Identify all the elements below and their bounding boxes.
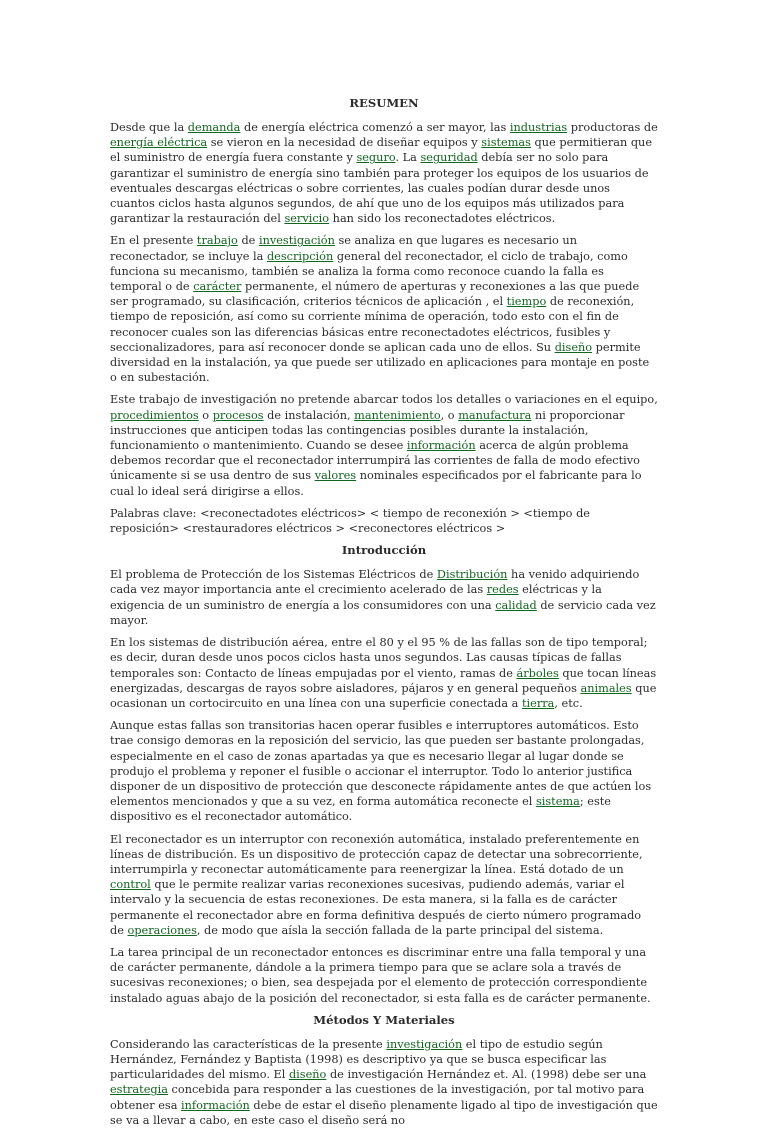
section-heading: Métodos Y Materiales xyxy=(313,1012,455,1027)
inline-link[interactable]: procedimientos xyxy=(110,408,199,422)
text-run: de reconexión, tiempo de reposición, así como su corriente mínima de operación, todo esto con el fin de reconocer cuales son las diferencias básicas entre reconectadotes eléctricos, fusibles y seccionalizadores, para así reconocer donde se aplican cada uno de ellos. Su xyxy=(110,295,635,354)
inline-link[interactable]: tierra xyxy=(521,696,555,710)
inline-link[interactable]: industrias xyxy=(509,121,568,134)
text-run: Considerando las características de la presente xyxy=(110,1037,387,1051)
inline-link[interactable]: investigación xyxy=(258,234,335,248)
text-run: de instalación, xyxy=(263,408,355,422)
inline-link[interactable]: información xyxy=(181,1098,250,1112)
text-run: que le permite realizar varias reconexiones sucesivas, pudiendo además, variar el intervalo y la secuencia de estas reconexiones. De esta manera, si la falla es de carácter permanente el reconectador abre en forma definitiva después de cierto número programado de xyxy=(110,878,642,937)
text-run: Aunque estas fallas son transitorias hacen operar fusibles e interruptores automáticos. Esto trae consigo demoras en la reposición del servicio, las que pueden ser bastante prolongadas, especialmente en el caso de zonas apartadas ya que es necesario llegar al lugar donde se produjo el problema y reponer el fusible o accionar el interruptor. Todo lo anterior justifica disponer de un dispositivo de protección que desconecte rápidamente antes de que actúen los elementos mencionados y que a su vez, en forma automática reconecte el xyxy=(110,719,652,809)
inline-link[interactable]: control xyxy=(110,878,151,892)
inline-link[interactable]: calidad xyxy=(495,598,537,612)
inline-link[interactable]: operaciones xyxy=(127,923,197,937)
text-run: que tocan líneas energizadas, descargas de rayos sobre aisladores, pájaros y en general pequeños xyxy=(110,666,657,695)
inline-link[interactable]: Distribución xyxy=(436,568,508,582)
paragraph xyxy=(110,945,658,1006)
text-run: Palabras clave: <reconectadotes eléctricos> < tiempo de reconexión > <tiempo de reposición> <restauradores eléctricos > <reconectores eléctricos > xyxy=(110,506,590,536)
text-run: ; este dispositivo es el reconectador automático. xyxy=(110,795,611,824)
inline-link[interactable]: diseño xyxy=(288,1068,327,1082)
inline-link[interactable]: carácter xyxy=(193,280,242,294)
text-run: que ocasionan un cortocircuito en una línea con una superficie conectada a xyxy=(110,681,657,710)
text-run: eléctricas y la exigencia de un suministro de energía a los consumidores con una xyxy=(110,583,602,612)
inline-link[interactable]: servicio xyxy=(284,212,330,226)
inline-link[interactable]: seguro xyxy=(356,151,396,165)
text-run: ni proporcionar instrucciones que anticipen todas las contingencias posibles durante la instalación, funcionamiento o mantenimiento. Cuando se desee xyxy=(110,408,625,453)
paragraph xyxy=(110,392,658,498)
text-run: general del reconectador, el ciclo de trabajo, como funciona su mecanismo, también se analiza la forma como reconoce cuando la falla es temporal o de xyxy=(110,249,628,294)
section-heading: Introducción xyxy=(341,543,427,558)
inline-link[interactable]: trabajo xyxy=(196,234,238,248)
text-run: La tarea principal de un reconectador entonces es discriminar entre una falla temporal y una de carácter permanente, dándole a la primera tiempo para que se aclare sola a través de sucesivas reconexiones; o bien, sea despejada por el elemento de protección correspondiente instalado aguas abajo de la posición del reconectador, si esta falla es de carácter permanente. xyxy=(110,945,651,1005)
paragraph xyxy=(110,1037,658,1128)
inline-link[interactable]: manufactura xyxy=(458,408,532,422)
text-run: han sido los reconectadotes eléctricos. xyxy=(329,212,556,226)
text-run: debe de estar el diseño plenamente ligado al tipo de investigación que se va a llevar a cabo, en este caso el diseño será no xyxy=(110,1098,658,1127)
paragraph xyxy=(110,718,658,824)
text-run: En los sistemas de distribución aérea, entre el 80 y el 95 % de las fallas son de tipo temporal; es decir, duran desde unos pocos ciclos hasta unos segundos. Las causas típicas de fallas temporales son: Contacto de líneas empujadas por el viento, ramas de xyxy=(110,636,648,680)
text-run: o xyxy=(198,408,213,422)
paragraph xyxy=(110,506,658,536)
inline-link[interactable]: investigación xyxy=(386,1037,463,1051)
text-run: nominales especificados por el fabricante para lo cual lo ideal será dirigirse a ellos. xyxy=(110,469,642,498)
text-run: , de modo que aísla la sección fallada de la parte principal del sistema. xyxy=(196,923,604,937)
text-run: , etc. xyxy=(554,696,583,710)
text-run: que permitieran que el suministro de energía fuera constante y xyxy=(110,136,653,165)
inline-link[interactable]: sistemas xyxy=(481,136,531,150)
document-body xyxy=(110,96,658,1135)
inline-link[interactable]: seguridad xyxy=(420,151,478,165)
inline-link[interactable]: mantenimiento xyxy=(354,408,441,422)
text-run: de xyxy=(237,234,259,248)
text-run: productoras de xyxy=(567,121,658,134)
paragraph xyxy=(110,233,658,385)
paragraph xyxy=(110,832,658,938)
inline-link[interactable]: demanda xyxy=(187,121,241,134)
text-run: El problema de Protección de los Sistemas Eléctricos de xyxy=(110,568,437,582)
text-run: Este trabajo de investigación no pretende abarcar todos los detalles o variaciones en el equipo, xyxy=(110,393,658,407)
text-run: El reconectador es un interruptor con reconexión automática, instalado preferentemente en líneas de distribución. Es un dispositivo de protección capaz de detectar una sobrecorriente, interrumpirla y reconectar automáticamente para reenergizar la línea. Está dotado de un xyxy=(110,832,643,876)
inline-link[interactable]: diseño xyxy=(554,340,593,354)
paragraph xyxy=(110,567,658,628)
text-run: Desde que la xyxy=(110,121,188,134)
inline-link[interactable]: energía eléctrica xyxy=(110,136,208,150)
text-run: permanente, el número de aperturas y reconexiones a las que puede ser programado, su clasificación, criterios técnicos de aplicación , el xyxy=(110,280,640,309)
inline-link[interactable]: animales xyxy=(580,681,632,695)
text-run: En el presente xyxy=(110,234,197,248)
paragraph xyxy=(110,635,658,711)
inline-link[interactable]: procesos xyxy=(212,408,264,422)
inline-link[interactable]: tiempo xyxy=(506,295,547,309)
text-run: de investigación Hernández et. Al. (1998) debe ser una xyxy=(326,1068,647,1082)
text-run: concebida para responder a las cuestiones de la investigación, por tal motivo para obtener esa xyxy=(110,1083,645,1112)
inline-link[interactable]: árboles xyxy=(516,666,559,680)
text-run: se analiza en que lugares es necesario un reconectador, se incluye la xyxy=(110,234,577,263)
section-heading: RESUMEN xyxy=(349,96,419,110)
text-run: se vieron en la necesidad de diseñar equipos y xyxy=(207,136,482,150)
text-run: permite diversidad en la instalación, ya que puede ser utilizado en aplicaciones para montaje en poste o en subestación. xyxy=(110,340,650,385)
paragraph xyxy=(110,120,658,226)
inline-link[interactable]: sistema xyxy=(535,795,580,809)
text-run: de servicio cada vez mayor. xyxy=(110,598,656,627)
text-run: el tipo de estudio según Hernández, Fernández y Baptista (1998) es descriptivo ya que se busca especificar las particularidades del mismo. El xyxy=(110,1037,607,1082)
text-run: , o xyxy=(440,408,459,422)
inline-link[interactable]: estrategia xyxy=(110,1083,168,1097)
inline-link[interactable]: información xyxy=(406,439,476,453)
text-run: ha venido adquiriendo cada vez mayor importancia ante el crecimiento acelerado de las xyxy=(110,568,640,597)
inline-link[interactable]: valores xyxy=(314,469,357,483)
text-run: . La xyxy=(395,151,421,165)
text-run: acerca de algún problema debemos recordar que el reconectador interrumpirá las corrientes de falla de modo efectivo únicamente si se usa dentro de sus xyxy=(110,439,640,483)
text-run: de energía eléctrica comenzó a ser mayor, las xyxy=(240,121,510,134)
inline-link[interactable]: redes xyxy=(486,583,519,597)
inline-link[interactable]: descripción xyxy=(266,249,334,263)
text-run: debía ser no solo para garantizar el suministro de energía sino también para proteger los equipos de los usuarios de eventuales descargas eléctricas o sobre corrientes, las cuales podían durar desde unos cuantos ciclos hasta algunos segundos, de ahí que uno de los equipos más utilizados para garantizar la restauración del xyxy=(110,151,649,226)
